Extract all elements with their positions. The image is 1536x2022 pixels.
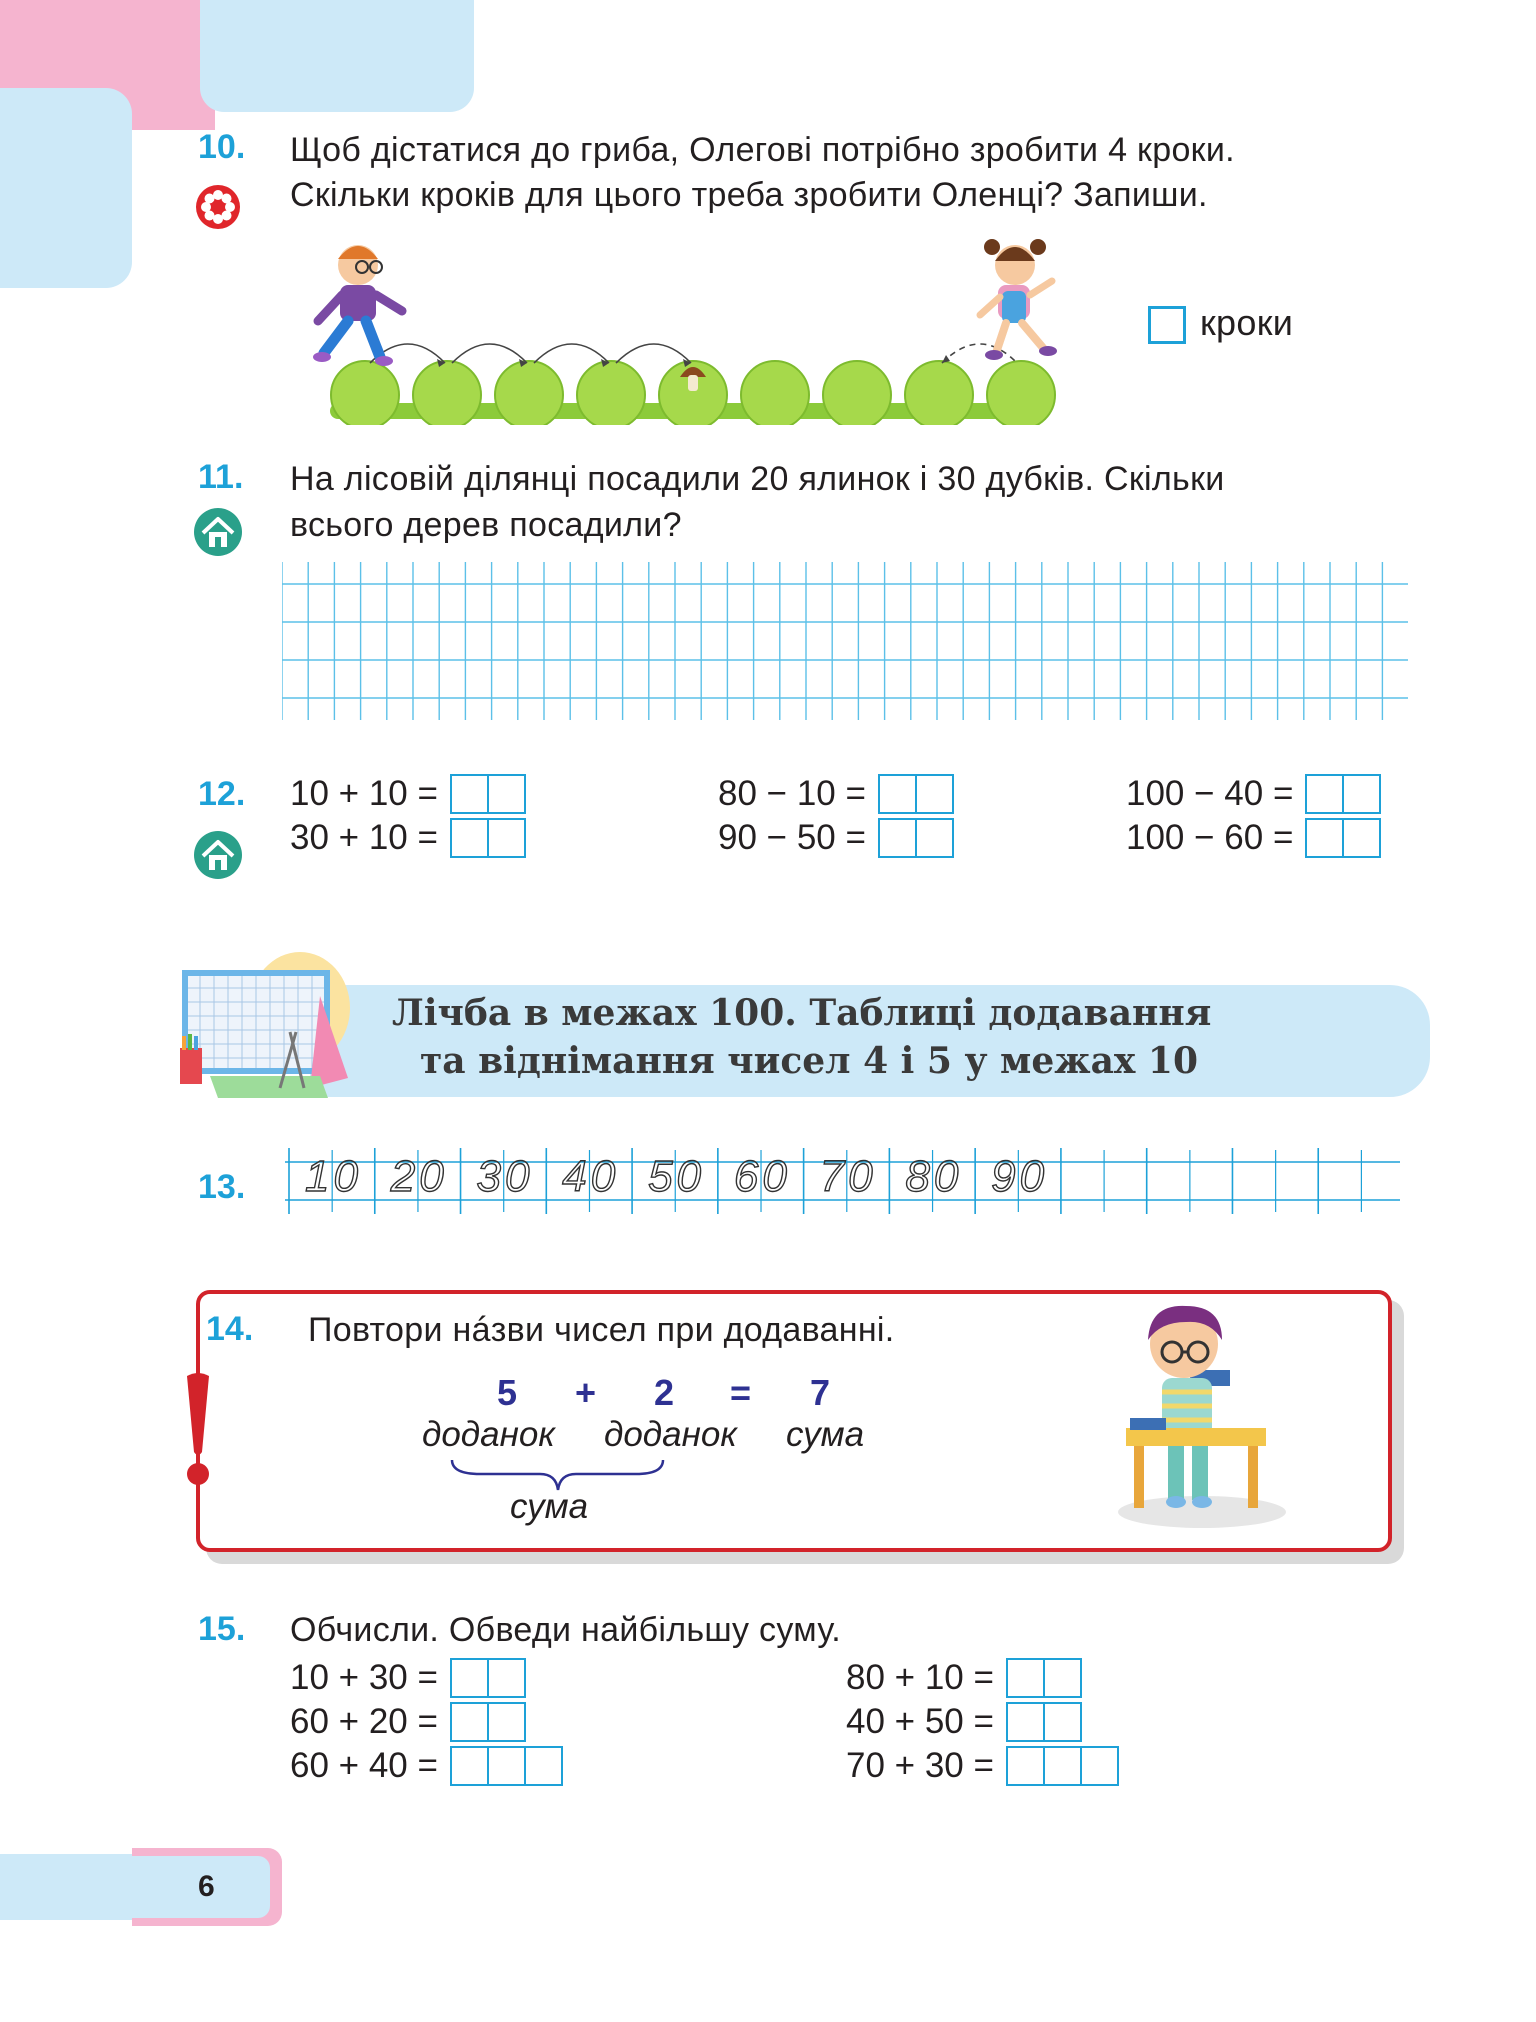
task11-text-line1: На лісовій ділянці посадили 20 ялинок і 30 дубків. Скільки — [290, 460, 1225, 498]
equation-equals: = — [730, 1372, 752, 1413]
traced-number: 40 — [562, 1152, 620, 1201]
task14-text: Повтори нáзви чисел при додаванні. — [308, 1311, 895, 1349]
task12-expression: 100 − 40 = — [1126, 774, 1381, 814]
task11-text-line2: всього дерев посадили? — [290, 506, 682, 544]
traced-number: 80 — [905, 1152, 963, 1201]
answer-boxes[interactable] — [1006, 1746, 1119, 1786]
answer-boxes[interactable] — [450, 1702, 526, 1742]
notebook-illustration — [170, 948, 370, 1118]
task15-expression: 60 + 40 = — [290, 1746, 563, 1786]
task15-number: 15. — [198, 1610, 246, 1648]
task10-number: 10. — [198, 128, 246, 166]
task15-expression: 40 + 50 = — [846, 1702, 1082, 1742]
answer-grid[interactable] — [282, 562, 1408, 720]
task15-text: Обчисли. Обведи найбільшу суму. — [290, 1611, 841, 1649]
boy-figure — [313, 245, 402, 366]
traced-number: 20 — [390, 1152, 448, 1201]
task10-text-line1: Щоб дістатися до гриба, Олегові потрібно зробити 4 кроки. — [290, 131, 1235, 169]
label-addend-b: доданок — [604, 1415, 737, 1454]
task12-number: 12. — [198, 775, 246, 813]
answer-box[interactable] — [1148, 306, 1186, 344]
page-number: 6 — [198, 1870, 215, 1903]
writing-strip[interactable] — [285, 1148, 1400, 1214]
task13-number: 13. — [198, 1168, 246, 1206]
label-sum: сума — [786, 1415, 865, 1454]
task15-expression: 60 + 20 = — [290, 1702, 526, 1742]
boy-at-desk-illustration — [1110, 1300, 1290, 1530]
answer-boxes[interactable] — [1305, 818, 1381, 858]
traced-number: 90 — [991, 1152, 1049, 1201]
answer-boxes[interactable] — [1006, 1702, 1082, 1742]
section-title-line2: та віднімання чисел 4 і 5 у межах 10 — [420, 1040, 1198, 1082]
traced-number: 60 — [733, 1152, 791, 1201]
answer-boxes[interactable] — [450, 818, 526, 858]
girl-figure — [980, 239, 1057, 360]
exclamation-icon — [183, 1370, 213, 1490]
answer-label: кроки — [1200, 302, 1294, 343]
task15-expression: 70 + 30 = — [846, 1746, 1119, 1786]
footer-strip — [0, 1854, 150, 1920]
task12-expression: 80 − 10 = — [718, 774, 954, 814]
task11-number: 11. — [198, 458, 244, 496]
equation-addend-b: 2 — [654, 1372, 675, 1413]
answer-boxes[interactable] — [1305, 774, 1381, 814]
task12-expression: 30 + 10 = — [290, 818, 526, 858]
section-title-line1: Лічба в межах 100. Таблиці додавання — [392, 992, 1212, 1034]
task12-expression: 90 − 50 = — [718, 818, 954, 858]
traced-number: 30 — [476, 1152, 534, 1201]
answer-boxes[interactable] — [450, 774, 526, 814]
traced-number: 50 — [648, 1152, 706, 1201]
traced-number: 10 — [305, 1152, 362, 1201]
answer-boxes[interactable] — [878, 818, 954, 858]
label-brace-sum: сума — [510, 1487, 589, 1526]
answer-boxes[interactable] — [878, 774, 954, 814]
answer-boxes[interactable] — [450, 1658, 526, 1698]
corner-blue-block-top — [200, 0, 474, 112]
task15-expression: 10 + 30 = — [290, 1658, 526, 1698]
task12-expression: 100 − 60 = — [1126, 818, 1381, 858]
answer-boxes[interactable] — [450, 1746, 563, 1786]
traced-numbers — [285, 1148, 1400, 1214]
label-addend-a: доданок — [422, 1415, 555, 1454]
stepping-stones-illustration — [290, 225, 1090, 425]
answer-boxes[interactable] — [1006, 1658, 1082, 1698]
flower-icon — [195, 184, 241, 230]
task10-text-line2: Скільки кроків для цього треба зробити Оленці? Запиши. — [290, 176, 1208, 214]
task12-expression: 10 + 10 = — [290, 774, 526, 814]
equation-sum: 7 — [810, 1372, 831, 1413]
task14-number: 14. — [206, 1310, 254, 1348]
corner-blue-block-left — [0, 88, 132, 288]
equation-addend-a: 5 — [497, 1372, 518, 1413]
equation-plus: + — [575, 1372, 597, 1413]
home-icon — [193, 507, 243, 557]
traced-number: 70 — [819, 1152, 877, 1201]
task15-expression: 80 + 10 = — [846, 1658, 1082, 1698]
home-icon — [193, 830, 243, 880]
